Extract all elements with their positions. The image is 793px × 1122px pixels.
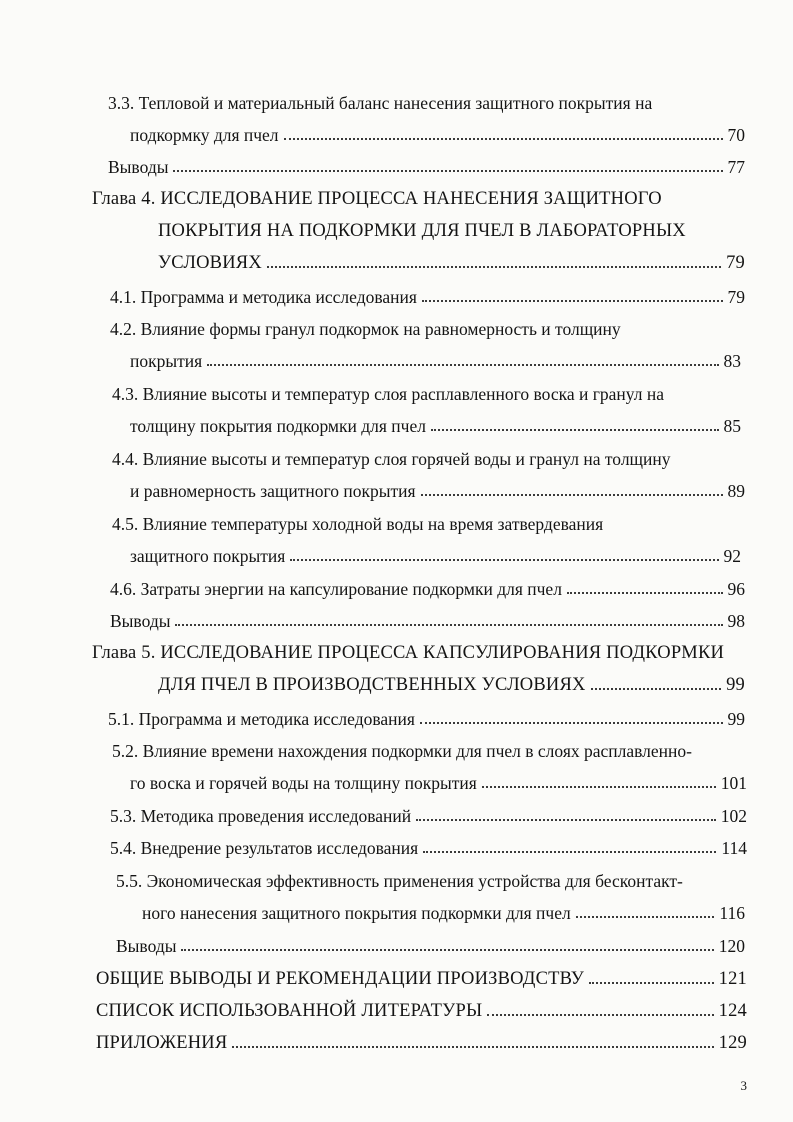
page-number: 3 (740, 1078, 747, 1093)
dot-leader (567, 592, 723, 594)
dot-leader (284, 138, 723, 140)
toc-entry-text: 4.1. Программа и методика исследования (110, 287, 417, 307)
toc-page-number: 77 (727, 157, 745, 177)
toc-entry-5-4 (110, 829, 747, 859)
toc-entry-5-1 (108, 700, 745, 730)
toc-entry-text: 5.4. Внедрение результатов исследования (110, 838, 419, 858)
toc-entry-text: защитного покрытия (130, 546, 286, 566)
toc-entry-conclusions-3 (108, 148, 745, 178)
dot-leader (420, 722, 723, 724)
toc-chapter-4 (92, 180, 693, 210)
toc-entry-text: 4.3. Влияние высоты и температур слоя расплавленного воска и гранул на (112, 384, 664, 404)
dot-leader (207, 364, 718, 366)
toc-page-number: 101 (720, 773, 747, 793)
toc-entry-text: Выводы (108, 157, 169, 177)
toc-chapter-4-cont1 (158, 212, 713, 242)
toc-entry-5-2-cont (130, 764, 747, 794)
toc-entry-4-5-cont (130, 537, 741, 567)
toc-chapter-4-cont2 (158, 244, 745, 274)
toc-entry-text: СПИСОК ИСПОЛЬЗОВАННОЙ ЛИТЕРАТУРЫ (96, 1001, 483, 1021)
toc-entry-text: 5.5. Экономическая эффективность применения устройства для бесконтакт- (116, 871, 683, 891)
toc-chapter-title: Глава 5. ИССЛЕДОВАНИЕ ПРОЦЕССА КАПСУЛИРОВАНИЯ ПОДКОРМКИ (92, 643, 725, 663)
toc-entry-4-3-cont (130, 407, 741, 437)
toc-entry-text: покрытия (130, 351, 203, 371)
toc-page-number: 102 (720, 806, 747, 826)
toc-entry-text: ного нанесения защитного покрытия подкормки для пчел (142, 903, 571, 923)
toc-page-number: 89 (727, 481, 745, 501)
toc-entry-text: 5.2. Влияние времени нахождения подкормки для пчел в слоях расплавленно- (112, 741, 692, 761)
toc-general-conclusions (96, 960, 747, 990)
dot-leader (416, 819, 716, 821)
toc-entry-text: ОБЩИЕ ВЫВОДЫ И РЕКОМЕНДАЦИИ ПРОИЗВОДСТВУ (96, 969, 585, 989)
toc-entry-3-3-cont (130, 116, 745, 146)
toc-page-number: 114 (721, 838, 747, 858)
toc-entry-text: толщину покрытия подкормки для пчел (130, 416, 426, 436)
toc-entry-text: 3.3. Тепловой и материальный баланс нанесения защитного покрытия на (108, 93, 653, 113)
toc-page-number: 98 (727, 611, 745, 631)
dot-leader (423, 851, 716, 853)
dot-leader (431, 429, 719, 431)
toc-entry-text: го воска и горячей воды на толщину покрытия (130, 773, 477, 793)
toc-entry-text: ПРИЛОЖЕНИЯ (96, 1033, 228, 1053)
toc-page-number: 70 (727, 125, 745, 145)
toc-entry-text: и равномерность защитного покрытия (130, 481, 416, 501)
toc-chapter-title: УСЛОВИЯХ (158, 253, 262, 273)
toc-chapter-title: ПОКРЫТИЯ НА ПОДКОРМКИ ДЛЯ ПЧЕЛ В ЛАБОРАТОРНЫХ (158, 221, 686, 241)
dot-leader (173, 170, 722, 172)
toc-entry-conclusions-5 (116, 927, 745, 957)
toc-appendices (96, 1024, 747, 1054)
toc-entry-5-5 (116, 862, 741, 892)
toc-entry-text: Выводы (116, 936, 177, 956)
toc-entry-text: 4.2. Влияние формы гранул подкормок на равномерность и толщину (110, 319, 621, 339)
toc-page-number: 85 (723, 416, 741, 436)
toc-page-number: 120 (718, 936, 745, 956)
toc-entry-4-6 (110, 570, 745, 600)
toc-entry-text: подкормку для пчел (130, 125, 279, 145)
toc-entry-4-3 (112, 375, 733, 405)
toc-chapter-title: Глава 4. ИССЛЕДОВАНИЕ ПРОЦЕССА НАНЕСЕНИЯ ЗАЩИТНОГО (92, 189, 662, 209)
toc-page-number: 79 (727, 287, 745, 307)
toc-entry-conclusions-4 (110, 602, 745, 632)
toc-page-number: 79 (726, 253, 745, 273)
dot-leader (232, 1046, 713, 1048)
toc-entry-text: Выводы (110, 611, 171, 631)
dot-leader (482, 786, 716, 788)
toc-entry-text: 5.1. Программа и методика исследования (108, 709, 415, 729)
toc-page-number: 99 (727, 709, 745, 729)
toc-entry-text: 4.4. Влияние высоты и температур слоя горячей воды и гранул на толщину (112, 449, 671, 469)
dot-leader (421, 494, 723, 496)
toc-entry-4-2-cont (130, 342, 741, 372)
dot-leader (591, 688, 722, 690)
toc-entry-text: 4.6. Затраты энергии на капсулирование подкормки для пчел (110, 579, 562, 599)
toc-page-number: 83 (723, 351, 741, 371)
dot-leader (175, 624, 722, 626)
toc-page-number: 121 (718, 969, 747, 989)
toc-entry-4-2 (110, 310, 693, 340)
dot-leader (422, 300, 723, 302)
toc-entry-text: 4.5. Влияние температуры холодной воды на время затвердевания (112, 514, 604, 534)
toc-bibliography (96, 992, 747, 1022)
toc-page-number: 92 (723, 546, 741, 566)
toc-page-number: 124 (718, 1001, 747, 1021)
toc-page-number: 96 (727, 579, 745, 599)
dot-leader (267, 266, 721, 268)
toc-entry-5-3 (110, 797, 747, 827)
dot-leader (576, 916, 715, 918)
toc-page-number: 129 (718, 1033, 747, 1053)
dot-leader (589, 982, 714, 984)
toc-chapter-5 (92, 634, 753, 664)
dot-leader (290, 559, 718, 561)
toc-entry-5-5-cont (142, 894, 745, 924)
dot-leader (181, 949, 713, 951)
toc-entry-4-1 (110, 278, 745, 308)
toc-page-number: 116 (719, 903, 745, 923)
toc-entry-4-4 (112, 440, 733, 470)
toc-entry-4-4-cont (130, 472, 745, 502)
toc-entry-3-3 (108, 84, 703, 114)
toc-entry-text: 5.3. Методика проведения исследований (110, 806, 412, 826)
toc-chapter-5-cont (158, 666, 745, 696)
toc-entry-5-2 (112, 732, 747, 762)
toc-chapter-title: ДЛЯ ПЧЕЛ В ПРОИЗВОДСТВЕННЫХ УСЛОВИЯХ (158, 675, 586, 695)
dot-leader (487, 1014, 713, 1016)
toc-page-number: 99 (726, 675, 745, 695)
toc-entry-4-5 (112, 505, 673, 535)
